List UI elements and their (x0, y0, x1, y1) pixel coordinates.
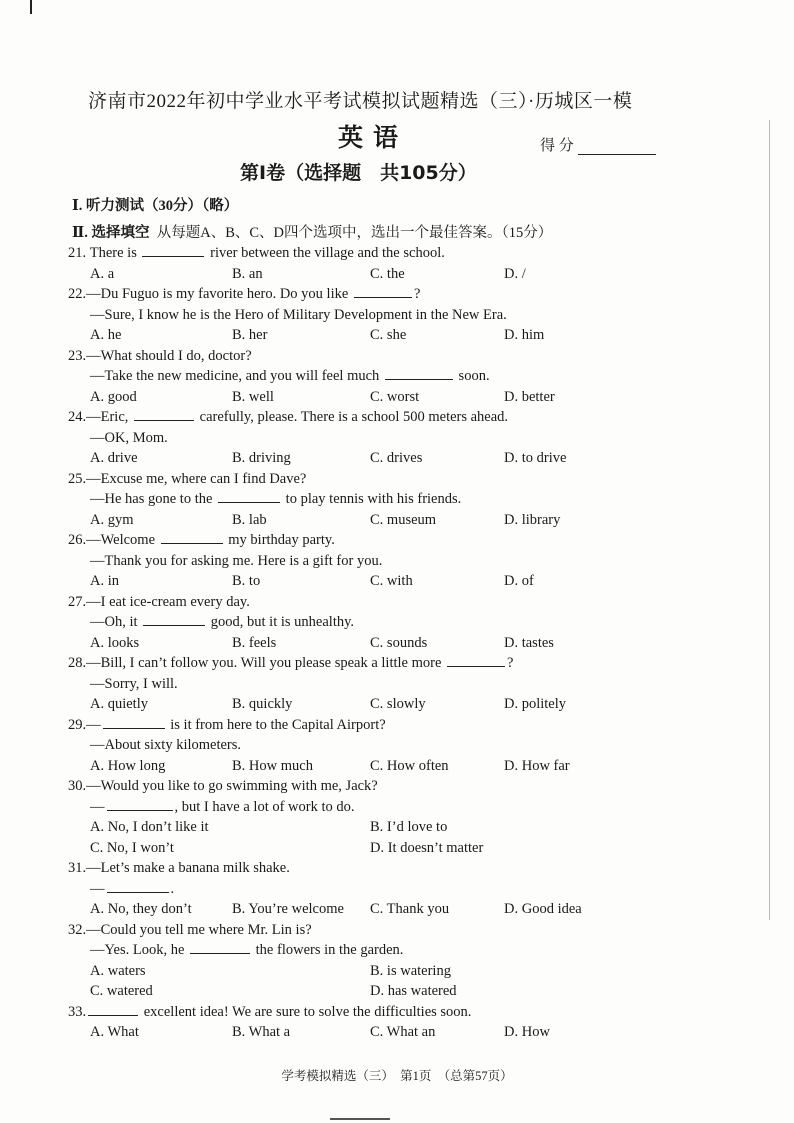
question-text: — (90, 798, 105, 815)
option-d[interactable]: D. politely (504, 696, 567, 712)
option-b[interactable]: B. well (232, 388, 274, 405)
question-text: is it from here to the Capital Airport? (170, 716, 386, 733)
option-c[interactable]: C. the (370, 265, 405, 282)
option-d[interactable]: D. better (504, 388, 555, 405)
option-a[interactable]: A. quietly (90, 696, 148, 712)
answer-blank (385, 366, 453, 380)
option-c[interactable]: C. What an (370, 1024, 436, 1040)
question-text: river between the village and the school. (210, 245, 445, 261)
question-33 (68, 1002, 748, 1043)
answer-blank (143, 612, 205, 626)
answer-blank (447, 653, 505, 667)
question-27 (68, 592, 748, 654)
question-number: 22. (68, 286, 87, 302)
question-text: ? (507, 655, 514, 671)
option-a[interactable]: A. gym (90, 511, 134, 528)
question-number: 25. (68, 470, 87, 487)
question-28 (68, 653, 748, 715)
question-text: —Eric, (86, 409, 129, 425)
question-list (68, 243, 748, 1043)
question-text: —Could you tell me where Mr. Lin is? (86, 921, 312, 938)
option-c[interactable]: C. Thank you (370, 901, 450, 917)
option-d[interactable]: D. tastes (504, 634, 554, 651)
answer-blank (161, 530, 223, 544)
question-text: — (90, 880, 105, 897)
score-label: 得 分 (540, 138, 574, 154)
option-b[interactable]: B. to (232, 573, 261, 589)
option-d[interactable]: D. has watered (370, 983, 457, 999)
option-b[interactable]: B. her (232, 327, 268, 343)
option-b[interactable]: B. an (232, 265, 263, 282)
option-c[interactable]: C. drives (370, 450, 423, 466)
question-text: —Yes. Look, he (90, 942, 185, 958)
section-title: 第Ⅰ卷（选择题 共105分） (240, 162, 477, 184)
answer-blank (218, 489, 280, 503)
question-text: —Du Fuguo is my favorite hero. Do you like (86, 286, 349, 302)
question-21 (68, 243, 748, 284)
question-number: 31. (68, 860, 87, 876)
option-a[interactable]: A. looks (90, 634, 140, 651)
question-number: 30. (68, 778, 87, 794)
choice-part-heading (72, 221, 552, 242)
question-text: . (170, 880, 175, 897)
question-text: —Thank you for asking me. Here is a gift for you. (90, 552, 383, 569)
option-d[interactable]: D. How far (504, 757, 570, 774)
option-d[interactable]: D. / (504, 265, 526, 282)
option-a[interactable]: A. a (90, 265, 115, 282)
question-text: —Excuse me, where can I find Dave? (86, 470, 307, 487)
option-b[interactable]: B. What a (232, 1024, 291, 1040)
option-c[interactable]: C. museum (370, 511, 437, 528)
answer-blank (88, 1002, 138, 1016)
option-d[interactable]: D. How (504, 1024, 550, 1040)
option-d[interactable]: D. library (504, 511, 561, 528)
question-number: 29. (68, 716, 87, 733)
question-26 (68, 530, 748, 592)
question-text: —Take the new medicine, and you will feel much (90, 368, 380, 384)
question-32 (68, 920, 748, 1002)
option-b[interactable]: B. How much (232, 757, 313, 774)
score-blank[interactable] (578, 140, 656, 155)
question-number: 26. (68, 532, 87, 548)
question-22 (68, 284, 748, 346)
question-text: —Welcome (86, 532, 156, 548)
option-c[interactable]: C. she (370, 327, 407, 343)
option-a[interactable]: A. What (90, 1024, 139, 1040)
question-number: 33. (68, 1003, 87, 1020)
exam-title: 济南市2022年初中学业水平考试模拟试题精选（三）·历城区一模 (88, 91, 633, 112)
option-a[interactable]: A. he (90, 327, 122, 343)
question-text: , but I have a lot of work to do. (174, 798, 355, 815)
page-edge-rule (769, 120, 770, 920)
question-text: ? (413, 286, 421, 302)
question-29 (68, 715, 748, 777)
page-footer: 学考模拟精选（三） 第1页 （总第57页） (281, 1069, 513, 1083)
answer-blank (134, 407, 194, 421)
option-d[interactable]: D. him (504, 327, 545, 343)
option-b[interactable]: B. I’d love to (370, 819, 448, 835)
scan-mark-bottom (330, 1118, 390, 1120)
option-d[interactable]: D. Good idea (504, 901, 582, 917)
option-a[interactable]: A. drive (90, 450, 138, 466)
question-text: — (86, 716, 101, 733)
question-number: 32. (68, 921, 87, 938)
option-a[interactable]: A. in (90, 573, 119, 589)
score-field (540, 134, 656, 155)
question-number: 28. (68, 655, 87, 671)
question-text: carefully, please. There is a school 500 meters ahead. (199, 409, 509, 425)
option-a[interactable]: A. How long (90, 757, 166, 774)
answer-blank (103, 715, 165, 729)
listening-part-heading: Ⅰ. 听力测试（30分）（略） (72, 198, 239, 214)
question-text: There is (89, 245, 137, 261)
option-a[interactable]: A. No, I don’t like it (90, 819, 209, 835)
option-c[interactable]: C. No, I won’t (90, 839, 174, 856)
option-a[interactable]: A. No, they don’t (90, 901, 192, 917)
option-c[interactable]: C. sounds (370, 634, 428, 651)
question-number: 24. (68, 409, 87, 425)
question-text: —Oh, it (90, 614, 138, 630)
question-25 (68, 469, 748, 531)
question-text: —Sorry, I will. (90, 675, 178, 692)
option-b[interactable]: B. is watering (370, 962, 451, 979)
option-a[interactable]: A. waters (90, 962, 146, 979)
question-text: —I eat ice-cream every day. (86, 593, 250, 610)
question-text: —He has gone to the (90, 491, 213, 507)
question-text: —Let’s make a banana milk shake. (86, 860, 290, 876)
option-b[interactable]: B. lab (232, 511, 267, 528)
question-text: my birthday party. (228, 532, 335, 548)
option-b[interactable]: B. quickly (232, 696, 293, 712)
answer-blank (107, 879, 169, 893)
option-b[interactable]: B. feels (232, 634, 277, 651)
question-text: soon. (458, 368, 490, 384)
question-number: 21. (68, 245, 87, 261)
question-24 (68, 407, 748, 469)
option-b[interactable]: B. driving (232, 450, 291, 466)
question-text: —What should I do, doctor? (86, 347, 252, 364)
question-number: 27. (68, 593, 87, 610)
question-text: —Sure, I know he is the Hero of Military Development in the New Era. (90, 306, 507, 323)
question-text: —About sixty kilometers. (90, 737, 242, 753)
option-d[interactable]: D. to drive (504, 450, 567, 466)
choice-part-label: Ⅱ. 选择填空 (72, 225, 150, 241)
subject-title: 英语 (338, 123, 409, 152)
option-c[interactable]: C. slowly (370, 696, 426, 712)
option-a[interactable]: A. good (90, 388, 137, 405)
answer-blank (142, 243, 204, 257)
option-d[interactable]: D. It doesn’t matter (370, 839, 484, 856)
question-30 (68, 776, 748, 858)
question-text: —Would you like to go swimming with me, Jack? (86, 778, 378, 794)
option-c[interactable]: C. with (370, 573, 413, 589)
question-23 (68, 346, 748, 408)
scan-mark (30, 0, 32, 14)
answer-blank (190, 940, 250, 954)
choice-part-instructions: 从每题A、B、C、D四个选项中，选出一个最佳答案。（15分） (156, 225, 553, 241)
question-number: 23. (68, 347, 87, 364)
question-text: —Bill, I can’t follow you. Will you please speak a little more (86, 655, 442, 671)
option-d[interactable]: D. of (504, 573, 534, 589)
answer-blank (354, 284, 412, 298)
option-c[interactable]: C. worst (370, 388, 420, 405)
question-31 (68, 858, 748, 920)
answer-blank (107, 797, 173, 811)
question-text: —OK, Mom. (90, 429, 168, 446)
option-b[interactable]: B. You’re welcome (232, 901, 344, 917)
option-c[interactable]: C. watered (90, 983, 153, 999)
question-text: the flowers in the garden. (255, 942, 404, 958)
question-text: to play tennis with his friends. (285, 491, 462, 507)
question-text: good, but it is unhealthy. (210, 614, 355, 630)
option-c[interactable]: C. How often (370, 757, 449, 774)
question-text: excellent idea! We are sure to solve the difficulties soon. (143, 1003, 472, 1020)
